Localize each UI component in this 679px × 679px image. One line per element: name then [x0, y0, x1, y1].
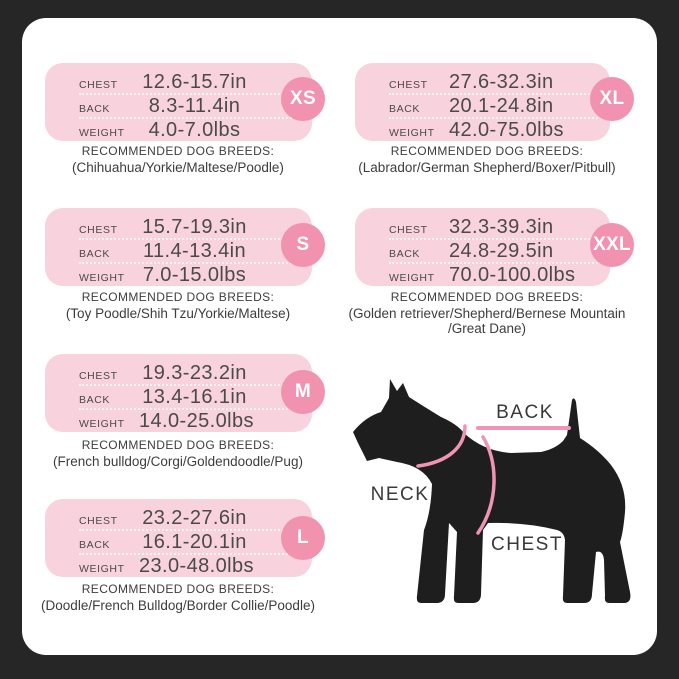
weight-value: 23.0-48.0lbs	[139, 555, 254, 577]
measure-row-weight	[389, 119, 598, 143]
measure-row-weight	[79, 119, 300, 143]
back-label: BACK	[389, 103, 420, 115]
dog-measurement-diagram	[345, 362, 645, 662]
chest-value: 27.6-32.3in	[449, 71, 554, 93]
size-badge-s: S	[281, 223, 325, 267]
measure-row-weight	[79, 410, 300, 434]
back-value: 20.1-24.8in	[449, 95, 554, 117]
back-value: 24.8-29.5in	[449, 240, 554, 262]
size-box-l	[45, 499, 312, 577]
measure-row-chest	[79, 507, 300, 531]
measure-row-chest	[79, 216, 300, 240]
measure-row-chest	[389, 71, 598, 95]
weight-value: 4.0-7.0lbs	[148, 119, 241, 141]
size-badge-xs: XS	[281, 77, 325, 121]
chest-value: 12.6-15.7in	[142, 71, 247, 93]
back-value: 16.1-20.1in	[142, 531, 247, 553]
chest-label: CHEST	[389, 79, 428, 91]
size-box-xs	[45, 63, 312, 141]
breed-list-line: (Chihuahua/Yorkie/Maltese/Poodle)	[72, 160, 284, 175]
weight-label: WEIGHT	[389, 272, 435, 284]
chest-label: CHEST	[79, 79, 118, 91]
size-badge-l: L	[281, 516, 325, 560]
measure-row-chest	[79, 71, 300, 95]
weight-value: 42.0-75.0lbs	[449, 119, 564, 141]
chest-label: CHEST	[79, 224, 118, 236]
chest-value: 32.3-39.3in	[449, 216, 554, 238]
weight-value: 70.0-100.0lbs	[449, 264, 576, 286]
breeds-xs	[28, 144, 328, 175]
weight-label: WEIGHT	[79, 563, 125, 575]
measure-row-back	[79, 386, 300, 410]
breed-list-line: (French bulldog/Corgi/Goldendoodle/Pug)	[53, 454, 303, 469]
measure-row-weight	[79, 555, 300, 579]
back-value: 8.3-11.4in	[148, 95, 241, 117]
size-box-s	[45, 208, 312, 286]
breed-list-line: (Doodle/French Bulldog/Border Collie/Poodle)	[41, 598, 315, 613]
neck-diagram-label: NECK	[370, 484, 430, 505]
chest-label: CHEST	[79, 515, 118, 527]
recommended-heading: RECOMMENDED DOG BREEDS:	[390, 290, 584, 304]
size-box-xxl	[355, 208, 610, 286]
size-box-xl	[355, 63, 610, 141]
chest-value: 19.3-23.2in	[142, 362, 247, 384]
chest-value: 23.2-27.6in	[142, 507, 247, 529]
size-badge-m: M	[281, 370, 325, 414]
breeds-l	[28, 582, 328, 613]
chest-label: CHEST	[79, 370, 118, 382]
weight-label: WEIGHT	[389, 127, 435, 139]
measure-row-chest	[79, 362, 300, 386]
recommended-heading: RECOMMENDED DOG BREEDS:	[390, 144, 584, 158]
weight-value: 14.0-25.0lbs	[139, 410, 254, 432]
chest-value: 15.7-19.3in	[142, 216, 247, 238]
back-label: BACK	[79, 394, 110, 406]
recommended-heading: RECOMMENDED DOG BREEDS:	[81, 438, 275, 452]
back-label: BACK	[389, 248, 420, 260]
measure-row-back	[79, 240, 300, 264]
measure-row-back	[79, 531, 300, 555]
measure-row-chest	[389, 216, 598, 240]
back-value: 11.4-13.4in	[143, 240, 246, 262]
weight-label: WEIGHT	[79, 272, 125, 284]
back-label: BACK	[79, 103, 110, 115]
recommended-heading: RECOMMENDED DOG BREEDS:	[81, 144, 275, 158]
weight-label: WEIGHT	[79, 418, 125, 430]
measure-row-weight	[79, 264, 300, 288]
breed-list-line: /Great Dane)	[447, 321, 527, 336]
measure-row-back	[79, 95, 300, 119]
breed-list-line: (Toy Poodle/Shih Tzu/Yorkie/Maltese)	[65, 306, 291, 321]
recommended-heading: RECOMMENDED DOG BREEDS:	[81, 582, 275, 596]
back-value: 13.4-16.1in	[142, 386, 247, 408]
chest-label: CHEST	[389, 224, 428, 236]
size-badge-xxl: XXL	[590, 223, 634, 267]
weight-label: WEIGHT	[79, 127, 125, 139]
back-label: BACK	[79, 539, 110, 551]
weight-value: 7.0-15.0lbs	[142, 264, 247, 286]
measure-row-back	[389, 95, 598, 119]
chart-card	[22, 18, 657, 655]
breeds-s	[28, 290, 328, 321]
measure-row-back	[389, 240, 598, 264]
breeds-m	[28, 438, 328, 469]
recommended-heading: RECOMMENDED DOG BREEDS:	[81, 290, 275, 304]
size-box-m	[45, 354, 312, 432]
breed-list-line: (Labrador/German Shepherd/Boxer/Pitbull)	[358, 160, 616, 175]
size-badge-xl: XL	[590, 77, 634, 121]
measure-row-weight	[389, 264, 598, 288]
chest-diagram-label: CHEST	[491, 534, 563, 555]
breeds-xl	[337, 144, 637, 175]
breeds-xxl	[337, 290, 637, 336]
breed-list-line: (Golden retriever/Shepherd/Bernese Mountain	[348, 306, 626, 321]
back-diagram-label: BACK	[496, 402, 554, 423]
back-label: BACK	[79, 248, 110, 260]
